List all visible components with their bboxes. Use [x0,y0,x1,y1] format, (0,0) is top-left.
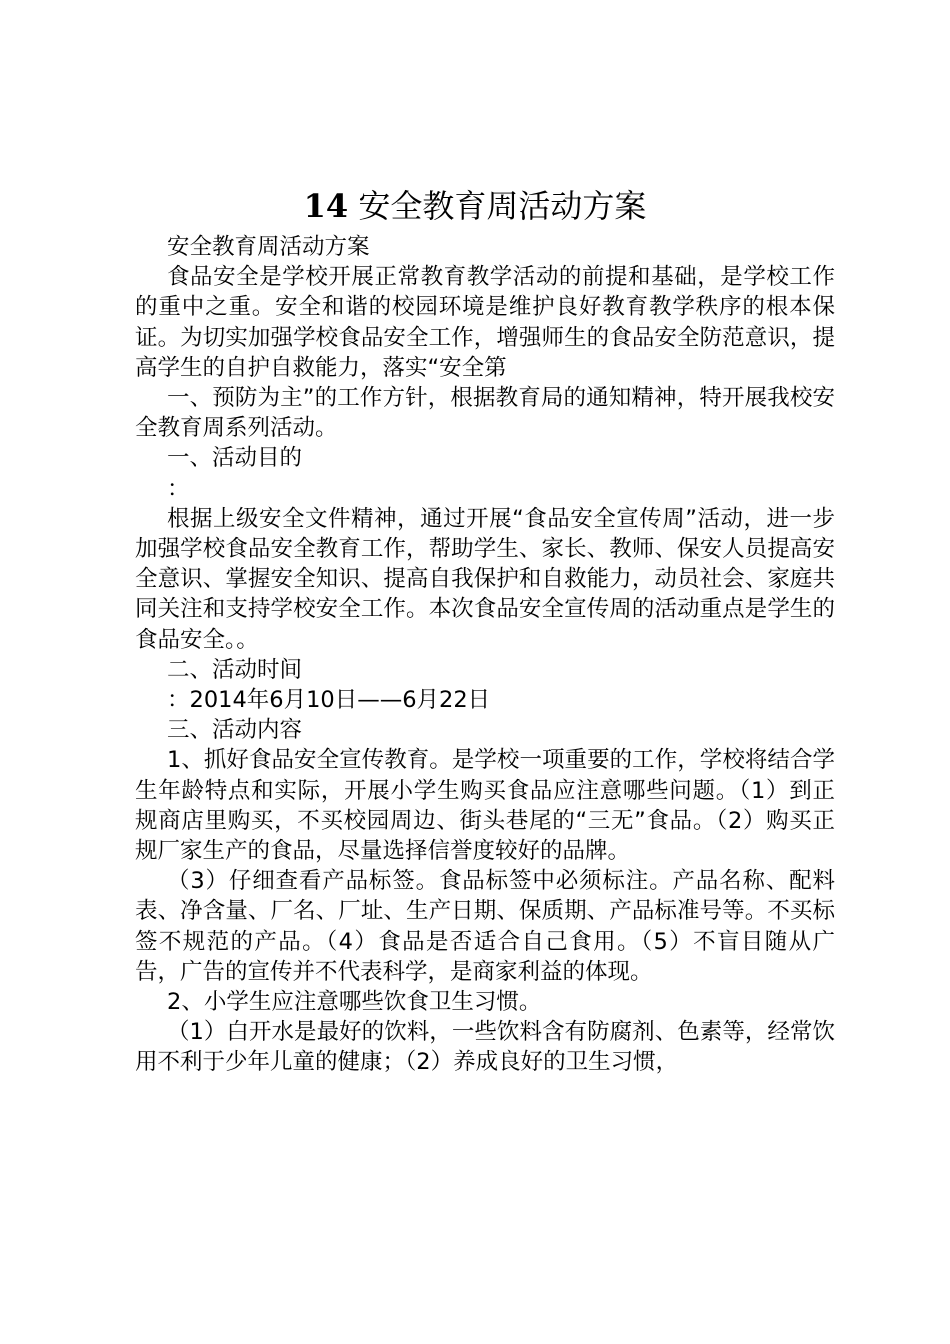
paragraph-intro: 食品安全是学校开展正常教育教学活动的前提和基础，是学校工作的重中之重。安全和谐的校园环境是维护良好教育教学秩序的根本保证。为切实加强学校食品安全工作，增强师生的食品安全防范意识，提高学生的自护自救能力，落实“安全第 [135,264,835,381]
paragraph-subtitle: 安全教育周活动方案 [167,234,370,260]
heading-activity-time: 二、活动时间 [167,656,303,683]
paragraph-colon: ： [167,475,190,502]
paragraph-content-2-detail: （1）白开水是最好的饮料，一些饮料含有防腐剂、色素等，经常饮用不利于少年儿童的健康；（2）养成良好的卫生习惯， [135,1019,835,1076]
title-text: 安全教育周活动方案 [358,187,647,225]
document-body [135,232,835,1078]
paragraph-intro-continued: 一、预防为主”的工作方针，根据教育局的通知精神，特开展我校安全教育周系列活动。 [135,385,835,442]
paragraph-time: ：2014年6月10日——6月22日 [167,687,491,714]
paragraph-content-1: 1、抓好食品安全宣传教育。是学校一项重要的工作，学校将结合学生年龄特点和实际，开展小学生购买食品应注意哪些问题。（1）到正规商店里购买，不买校园周边、街头巷尾的“三无”食品。（2）购买正规厂家生产的食品，尽量选择信誉度较好的品牌。 [135,747,835,865]
paragraph-purpose: 根据上级安全文件精神，通过开展“食品安全宣传周”活动，进一步加强学校食品安全教育工作，帮助学生、家长、教师、保安人员提高安全意识、掌握安全知识、提高自我保护和自救能力，动员社会、家庭共同关注和支持学校安全工作。本次食品安全宣传周的活动重点是学生的食品安全。。 [135,505,835,653]
heading-activity-content: 三、活动内容 [167,717,303,744]
paragraph-content-1-continued: （3）仔细查看产品标签。食品标签中必须标注。产品名称、配料表、净含量、厂名、厂址、生产日期、保质期、产品标准号等。不买标签不规范的产品。（4）食品是否适合自己食用。（5）不盲目随从广告，广告的宣传并不代表科学，是商家利益的体现。 [135,868,835,985]
title-number: 14 [303,187,349,225]
document-title [0,182,950,230]
heading-activity-purpose: 一、活动目的 [167,445,303,472]
paragraph-content-2: 2、小学生应注意哪些饮食卫生习惯。 [167,989,542,1016]
